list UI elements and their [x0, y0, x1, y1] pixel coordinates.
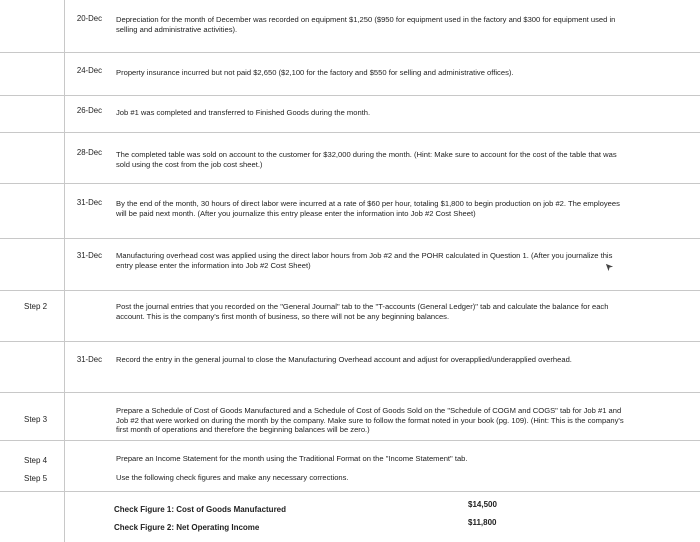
row-divider: [0, 95, 700, 96]
row-divider: [0, 183, 700, 184]
entry-date: 31-Dec: [76, 251, 102, 260]
row-divider: [0, 52, 700, 53]
entry-date: 31-Dec: [76, 198, 102, 207]
entry-description: Job #1 was completed and transferred to Finished Goods during the month.: [116, 108, 371, 117]
row-divider: [0, 392, 700, 393]
mouse-pointer-icon: [605, 263, 614, 272]
check-figure-label: Check Figure 1: Cost of Goods Manufactured: [114, 505, 287, 514]
check-figure-value: $11,800: [468, 518, 497, 527]
row-divider: [0, 238, 700, 239]
row-divider: [0, 290, 700, 291]
entry-description: Manufacturing overhead cost was applied using the direct labor hours from Job #2 and the POHR calculated in Question 1. (After you journalize this entry please enter the information into Job #2 Cost Sheet): [116, 251, 613, 270]
step-label: Step 2: [24, 302, 48, 311]
row-divider: [0, 132, 700, 133]
row-divider: [0, 341, 700, 342]
entry-date: 28-Dec: [76, 148, 102, 157]
check-figure-label: Check Figure 2: Net Operating Income: [114, 523, 260, 532]
entry-date: 20-Dec: [76, 14, 102, 23]
entry-description: Record the entry in the general journal to close the Manufacturing Overhead account and adjust for overapplied/underapplied overhead.: [116, 355, 572, 364]
step-description: Prepare an Income Statement for the month using the Traditional Format on the "Income Statement" tab.: [116, 454, 468, 463]
entry-description: Depreciation for the month of December was recorded on equipment $1,250 ($950 for equipment used in the factory and $300 for equipment used in selling and administrative activities).: [116, 15, 616, 34]
step-label: Step 3: [24, 415, 48, 424]
step-description: Post the journal entries that you recorded on the "General Journal" tab to the "T-accounts (General Ledger)" tab and calculate the balance for each account. This is the company's first month of business, so there will not be any beginning balances.: [116, 302, 609, 321]
entry-date: 26-Dec: [76, 106, 102, 115]
entry-description: By the end of the month, 30 hours of direct labor were incurred at a rate of $60 per hour, totaling $1,800 to begin production on job #2. The employees will be paid next month. (After you journalize this entry please enter the information into Job #2 Cost Sheet): [116, 199, 620, 218]
entry-date: 31-Dec: [76, 355, 102, 364]
row-divider: [0, 440, 700, 441]
entry-description: Property insurance incurred but not paid $2,650 ($2,100 for the factory and $550 for selling and administrative offices).: [116, 68, 514, 77]
entry-date: 24-Dec: [76, 66, 102, 75]
check-figure-value: $14,500: [468, 500, 497, 509]
step-label: Step 4: [24, 456, 48, 465]
column-divider: [64, 0, 65, 542]
step-description: Prepare a Schedule of Cost of Goods Manufactured and a Schedule of Cost of Goods Sold on the "Schedule of COGM and COGS" tab for Job #1 and Job #2 that were worked on during the month by the company. Make sure to follow the format noted in your book (pg. 109). (Hint: This is the company's first month of operations and therefore the beginning balances will be zero.): [116, 406, 624, 435]
row-divider: [0, 491, 700, 492]
step-description: Use the following check figures and make any necessary corrections.: [116, 473, 349, 482]
entry-description: The completed table was sold on account to the customer for $32,000 during the month. (Hint: Make sure to account for the cost of the table that was sold using the cost from the job cost sheet.): [116, 150, 617, 169]
step-label: Step 5: [24, 474, 48, 483]
